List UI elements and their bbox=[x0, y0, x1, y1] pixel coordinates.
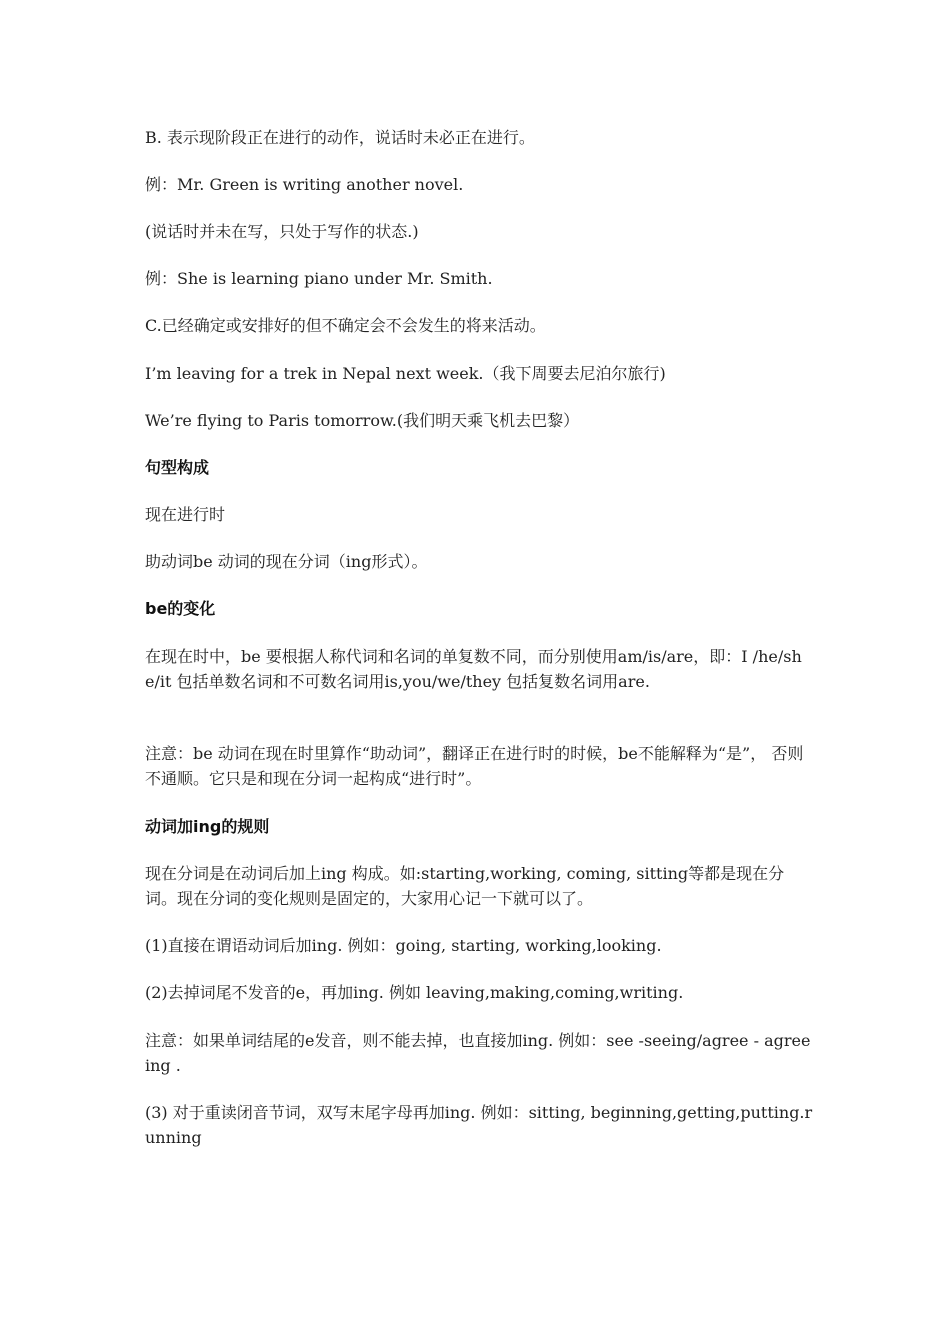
section-b-text: B. 表示现阶段正在进行的动作，说话时未必正在进行。 bbox=[145, 128, 535, 147]
heading-sentence-structure: 句型构成 bbox=[145, 458, 210, 477]
section-c-text: C.已经确定或安排好的但不确定会不会发生的将来活动。 bbox=[145, 316, 546, 335]
ing-intro-paragraph: 现在分词是在动词后加上ing 构成。如:starting,working, coming, sitting等都是现在分词。现在分词的变化规则是固定的，大家用心记一下就可以了。 bbox=[145, 864, 785, 908]
heading-ing-rules: 动词加ing的规则 bbox=[145, 817, 270, 836]
structure-formula: 助动词be 动词的现在分词（ing形式）。 bbox=[145, 552, 428, 571]
example-green: 例：Mr. Green is writing another novel. bbox=[145, 175, 464, 194]
ing-rule-2-note: 注意：如果单词结尾的e发音，则不能去掉，也直接加ing. 例如：see -seeing/agree - agreeing . bbox=[145, 1031, 811, 1075]
example-smith: 例：She is learning piano under Mr. Smith. bbox=[145, 269, 493, 288]
be-note-paragraph: 注意：be 动词在现在时里算作“助动词”，翻译正在进行时的时候，be不能解释为“是”， 否则不通顺。它只是和现在分词一起构成“进行时”。 bbox=[145, 744, 804, 788]
example-green-note: (说话时并未在写，只处于写作的状态.) bbox=[145, 222, 419, 241]
ing-rule-2: (2)去掉词尾不发音的e，再加ing. 例如 leaving,making,coming,writing. bbox=[145, 983, 684, 1002]
be-changes-paragraph: 在现在时中，be 要根据人称代词和名词的单复数不同，而分别使用am/is/are，即：I /he/she/it 包括单数名词和不可数名词用is,you/we/they 包括复数名词用are. bbox=[145, 647, 802, 691]
ing-rule-1: (1)直接在谓语动词后加ing. 例如：going, starting, working,looking. bbox=[145, 936, 662, 955]
example-paris: We’re flying to Paris tomorrow.(我们明天乘飞机去巴黎） bbox=[145, 411, 580, 430]
ing-rule-3: (3) 对于重读闭音节词，双写末尾字母再加ing. 例如：sitting, beginning,getting,putting.running bbox=[145, 1103, 813, 1147]
heading-be-changes: be的变化 bbox=[145, 599, 216, 618]
present-continuous-label: 现在进行时 bbox=[145, 505, 226, 524]
example-nepal: I’m leaving for a trek in Nepal next week.（我下周要去尼泊尔旅行) bbox=[145, 364, 666, 383]
